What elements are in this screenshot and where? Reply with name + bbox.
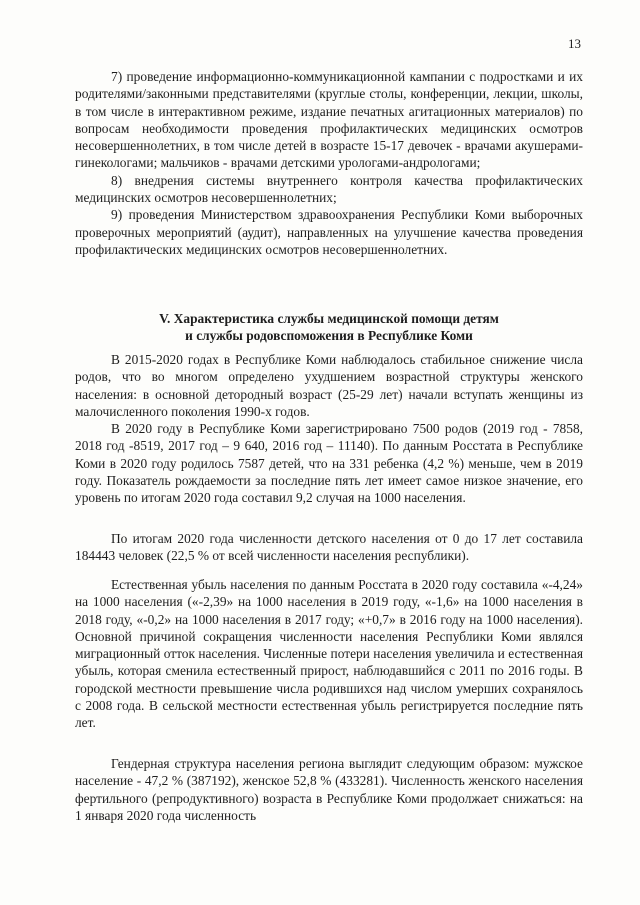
recommendations-list (75, 68, 583, 258)
paragraph: Естественная убыль населения по данным Росстата в 2020 году составила «-4,24» на 1000 населения («-2,39» на 1000 населения в 2019 году, «-1,6» на 1000 населения в 2018 году, «-0,2» на 1000 населения в 2017 году; «+0,7» в 2016 году на 1000 населения). Основной причиной сокращения численности населения Республики Коми являлся миграционный отток населения. Численные потери населения увеличила и естественная убыль, которая сменила естественный прирост, наблюдавшийся с 2011 по 2016 годы. В городской местности превышение числа родившихся над числом умерших сохранялось с 2008 года. В сельской местности естественная убыль регистрируется последние пять лет. (75, 577, 583, 731)
paragraph: В 2015-2020 годах в Республике Коми наблюдалось стабильное снижение числа родов, что во многом определено ухудшением возрастной структуры женского населения: в основной детородный возраст (25-29 лет) начали вступать женщины из малочисленного поколения 1990-х годов. (75, 352, 583, 419)
paragraph: Гендерная структура населения региона выглядит следующим образом: мужское население - 47,2 % (387192), женское 52,8 % (433281). Численность женского населения фертильного (репродуктивного) возраста в Республике Коми продолжает снижаться: на 1 января 2020 года численность (75, 756, 583, 823)
paragraph: По итогам 2020 года численности детского населения от 0 до 17 лет составила 184443 человек (22,5 % от всей численности населения республики). (75, 531, 583, 564)
paragraph-group (75, 351, 583, 507)
page-number: 13 (568, 36, 581, 51)
list-item: 9) проведения Министерством здравоохранения Республики Коми выборочных проверочных мероприятий (аудит), направленных на улучшение качества проведения профилактических медицинских осмотров несовершеннолетних. (75, 207, 583, 257)
section-heading (75, 310, 583, 345)
paragraph-group (75, 530, 583, 565)
section-title-line-1: V. Характеристика службы медицинской помощи детям (159, 311, 499, 326)
list-item: 7) проведение информационно-коммуникационной кампании с подростками и их родителями/законными представителями (круглые столы, конференции, лекции, школы, в том числе в интерактивном режиме, издание печатных агитационных материалов) по вопросам необходимости проведения профилактических медицинских осмотров несовершеннолетних, в том числе детей в возрасте 15-17 девочек - врачами акушерами-гинекологами; мальчиков - врачами детскими урологами-андрологами; (75, 69, 583, 171)
list-item: 8) внедрения системы внутреннего контроля качества профилактических медицинских осмотров несовершеннолетних; (75, 172, 583, 206)
section-title-line-2: и службы родовспоможения в Республике Коми (185, 328, 473, 344)
paragraph: В 2020 году в Республике Коми зарегистрировано 7500 родов (2019 год - 7858, 2018 год -8519, 2017 год – 9 640, 2016 год – 11140). По данным Росстата в Республике Коми в 2020 году родилось 7587 детей, что на 331 ребенка (4,2 %) меньше, чем в 2019 году. Показатель рождаемости за последние пять лет имеет самое низкое значение, его уровень по итогам 2020 года составил 9,2 случая на 1000 населения. (75, 421, 583, 506)
paragraph-group (75, 576, 583, 732)
paragraph-group (75, 755, 583, 824)
